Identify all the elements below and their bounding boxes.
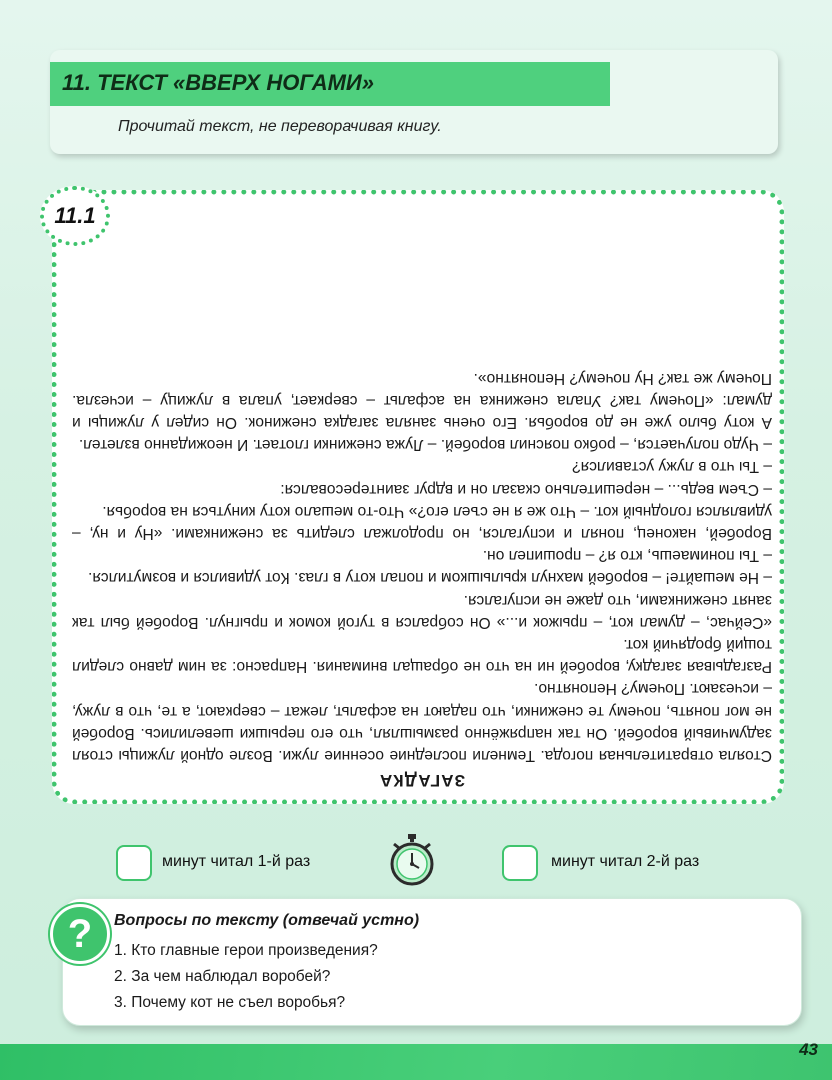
questions-title: Вопросы по тексту (отвечай устно) <box>114 912 420 929</box>
first-reading-label: минут читал 1-й раз <box>162 853 311 870</box>
paragraph: – Съем ведь... – нерешительно сказал он и вдруг заинтересовался: <box>280 480 772 498</box>
paragraph: Разгадывая загадку, воробей ни на что не обращал внимания. Напрасно: за ним давно следил тощий бродячий кот. <box>72 635 772 676</box>
title-band <box>50 62 610 106</box>
second-reading-time-box[interactable] <box>502 845 538 881</box>
questions-list <box>114 938 378 1016</box>
question-mark-icon <box>50 904 110 964</box>
section-number: 11.1 <box>54 203 96 228</box>
question-item: 2. За чем наблюдал воробей? <box>114 968 331 985</box>
second-reading-label: минут читал 2-й раз <box>551 853 700 870</box>
paragraph: – Ты что в лужу уставился? <box>572 458 772 476</box>
paragraph: А коту было уже не до воробья. Его очень заняла загадка снежинок. Он сидел у лужицы и думал: «Почему так? Упала снежинка на асфальт – сверкает, упала в лужицу – исчезла. Почему же так? Ну почему? Непонятно». <box>72 369 772 431</box>
page-number: 43 <box>799 1040 818 1059</box>
paragraph: – Ты понимаешь, кто я? – прошипел он. <box>482 547 772 565</box>
paragraph: «Сейчас, – думал кот, – прыжок и...» Он собрался в тугой комок и прыгнул. Воробей был так занят снежинками, что даже не испугался. <box>72 591 772 631</box>
first-reading-time-box[interactable] <box>116 845 152 881</box>
instruction-text: Прочитай текст, не переворачивая книгу. <box>118 118 442 135</box>
paragraph: Стояла отвратительная погода. Темнели последние осенние лужи. Возле одной лужицы стоял задумчивый воробей. Он так напряжённо размышлял, что его перышки шевелились. Воробей не мог понять, почему те снежинки, что падают на асфальт, лежат – сверкают, а те, что в лужу, – исчезают. Почему? Непонятно. <box>72 680 772 764</box>
paragraph: – Чудо получается, – робко пояснил воробей. – Лужа снежинки глотает. И неожиданно взлетел. <box>78 436 772 454</box>
question-item: 1. Кто главные герои произведения? <box>114 942 378 959</box>
question-mark-symbol: ? <box>67 912 93 956</box>
riddle-body <box>72 366 772 766</box>
stopwatch-icon <box>386 832 438 888</box>
upside-down-text <box>72 228 772 792</box>
bottom-band <box>0 1044 832 1080</box>
paragraph: Воробей, наконец, понял и испугался, но продолжал следить за снежинками. «Ну и ну, – удивлялся голодный кот. – Что же я не съел его?» Что-то мешало коту кинуться на воробья. <box>72 502 772 542</box>
paragraph: – Не мешайте! – воробей махнул крылышком и попал коту в глаз. Кот удивился и возмутился. <box>88 569 772 587</box>
question-item: 3. Почему кот не съел воробья? <box>114 994 346 1011</box>
riddle-title: ЗАГАДКА <box>378 771 466 790</box>
page-title: 11. ТЕКСТ «ВВЕРХ НОГАМИ» <box>62 70 374 95</box>
